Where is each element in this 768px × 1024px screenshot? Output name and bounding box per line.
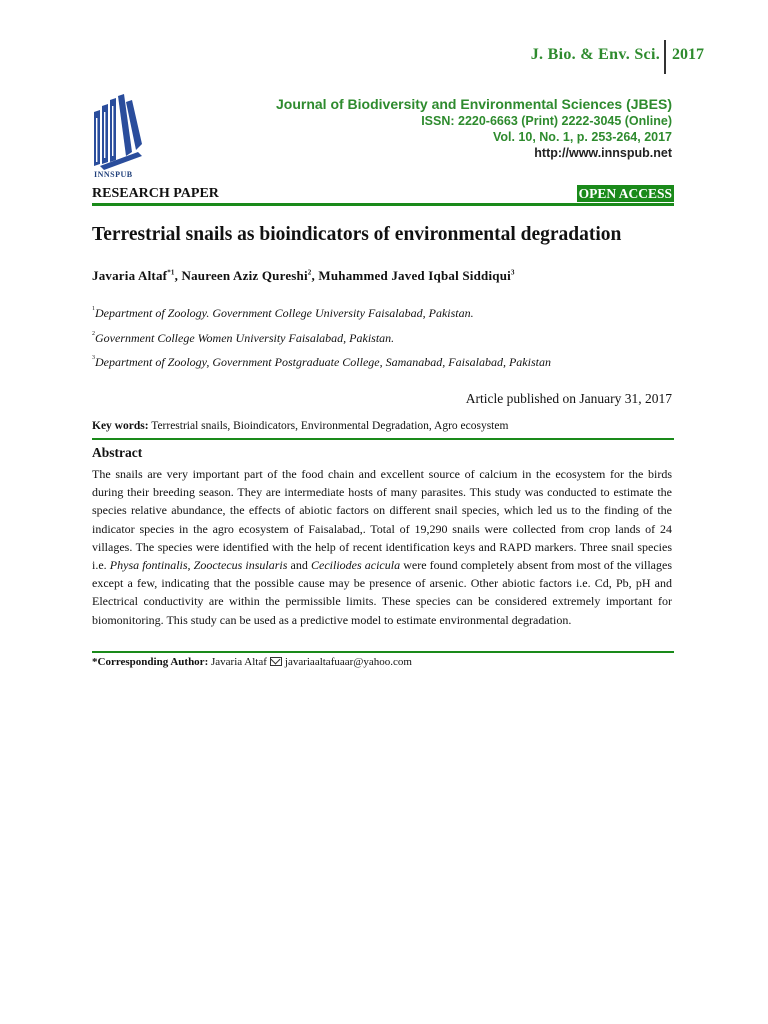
journal-issn: ISSN: 2220-6663 (Print) 2222-3045 (Online) — [421, 114, 672, 128]
affiliation-text: Department of Zoology, Government Postgraduate College, Samanabad, Faisalabad, Pakistan — [95, 355, 551, 369]
species-names: Physa fontinalis, Zooctecus insularis — [109, 558, 288, 573]
author-list: Javaria Altaf$^{*1}$, Naureen Aziz Qureshi$^2$, Muhammed Javed Iqbal Siddiqui$^3$ — [92, 268, 515, 283]
keywords-label: Key words: — [92, 420, 149, 432]
journal-name: Journal of Biodiversity and Environmental Sciences (JBES) — [276, 96, 672, 112]
author-mark: 3 — [510, 268, 515, 277]
publication-date: Article published on January 31, 2017 — [465, 391, 672, 406]
innspub-logo-icon — [92, 92, 152, 176]
paper-title: Terrestrial snails as bioindicators of environmental degradation — [92, 224, 622, 245]
keywords-rule — [92, 438, 674, 440]
affiliation-mark: 2 — [92, 331, 95, 337]
affiliation — [92, 355, 551, 370]
affiliation-mark: 1 — [92, 306, 95, 312]
affiliation-text: Department of Zoology. Government College University Faisalabad, Pakistan. — [95, 306, 474, 320]
logo-text: INNSPUB — [94, 170, 133, 179]
author-mark: *1 — [167, 268, 175, 277]
abstract-text: and — [287, 558, 311, 573]
journal-year: 2017 — [672, 46, 704, 63]
corresponding-email[interactable]: javariaaltafuaar@yahoo.com — [284, 656, 412, 668]
keywords — [92, 420, 508, 432]
paper-type-label: RESEARCH PAPER — [92, 186, 219, 201]
header-divider — [664, 40, 666, 74]
affiliation-text: Government College Women University Faisalabad, Pakistan. — [95, 331, 395, 345]
abstract-text: were found completely absent from most of the villages except a few, indicating that the possible cause may be presence of arsenic. Other abiotic factors i.e. Cd, Pb, pH and Electrical conductivity are within the permissible limits. These species can be considered extremely important for biomonitoring. This study can be used as a predictive model to estimate environmental degradation. — [92, 558, 672, 627]
affiliation — [92, 331, 394, 346]
abstract-heading: Abstract — [92, 445, 143, 460]
author-name: Muhammed Javed Iqbal Siddiqui — [318, 268, 511, 283]
open-access-badge: OPEN ACCESS — [578, 186, 672, 201]
author-mark: 2 — [307, 268, 312, 277]
envelope-icon — [270, 657, 282, 666]
abstract-text: The snails are very important part of the food chain and excellent source of calcium in the ecosystem for the birds during their breeding season. They are intermediate hosts of many parasites. This study was conducted to estimate the species relative abundance, the effects of abiotic factors on different snail species, which led us to the finding of the indicator species in the agro ecosystem of Faisalabad,. Total of 19,290 snails were collected from crop lands of 24 villages. The species were identified with the help of recent identification keys and RAPD markers. Three snail species i.e. — [92, 467, 672, 573]
abstract-rule — [92, 651, 674, 653]
journal-volume: Vol. 10, No. 1, p. 253-264, 2017 — [492, 130, 672, 144]
author-name: Naureen Aziz Qureshi — [181, 268, 308, 283]
affiliation — [92, 306, 474, 321]
author-name: Javaria Altaf — [92, 268, 168, 283]
corresponding-author — [92, 656, 412, 668]
species-name: Ceciliodes acicula — [311, 558, 401, 573]
keywords-text: Terrestrial snails, Bioindicators, Environmental Degradation, Agro ecosystem — [151, 420, 509, 432]
header-rule — [92, 203, 674, 206]
affiliation-mark: 3 — [92, 355, 95, 361]
corresponding-name: Javaria Altaf — [210, 656, 267, 668]
journal-short-title: J. Bio. & Env. Sci. — [530, 46, 660, 63]
journal-url[interactable]: http://www.innspub.net — [534, 146, 672, 160]
abstract-body — [92, 465, 672, 629]
corresponding-label: *Corresponding Author: — [92, 656, 209, 668]
